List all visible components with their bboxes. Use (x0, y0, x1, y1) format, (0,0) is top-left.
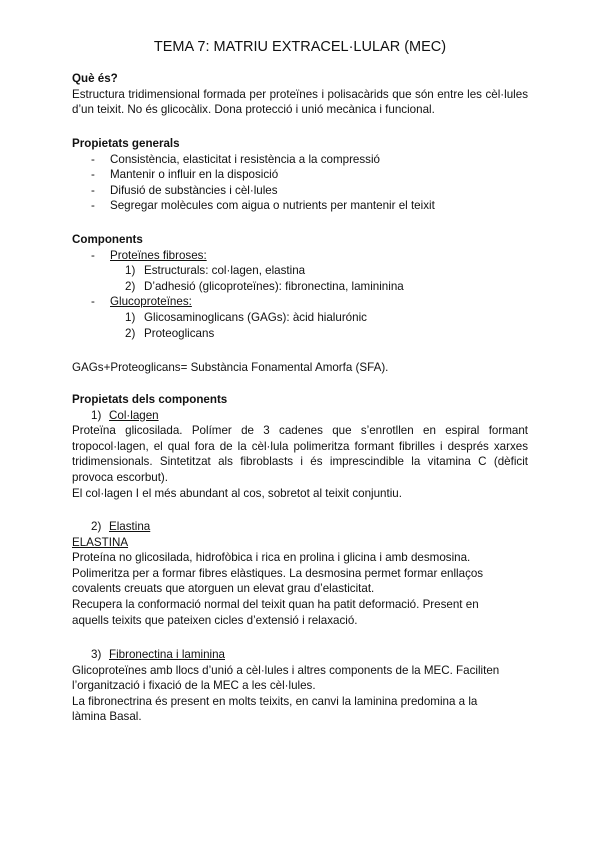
text-line: l’organització i fixació de la MEC a les cèl·lules. (72, 679, 316, 693)
text-line: làmina Basal. (72, 710, 142, 724)
section-elastina (72, 519, 528, 628)
section-que-es (72, 71, 528, 118)
text-line: aquells teixits que pateixen cicles d’extensió i relaxació. (72, 613, 358, 627)
colagen-text-2: El col·lagen I el més abundant al cos, sobretot al teixit conjuntiu. (72, 486, 402, 500)
list-item: - Mantenir o influir en la disposició (72, 167, 528, 183)
components-list (72, 248, 528, 264)
section-propietats-generals (72, 136, 528, 214)
section-text: Estructura tridimensional formada per proteïnes i polisacàrids que són entre les cèl·lules d’un teixit. No és glicocàlix. Dona protecció i unió mecànica i funcional. (72, 87, 528, 117)
text-line: Proteína no glicosilada, hidrofòbica i rica en prolina i glicina i amb desmosina. (72, 551, 471, 565)
subsection-title: 2) Elastina (91, 520, 151, 533)
list-item: - Segregar molècules com aigua o nutrients per mantenir el teixit (72, 198, 528, 214)
section-heading: Propietats generals (72, 137, 180, 150)
text-line: Polimeritza per a formar fibres elàstiques. La desmosina permet formar enllaços (72, 566, 484, 580)
components-list (72, 294, 528, 310)
text-line: Glicoproteïnes amb llocs d’unió a cèl·lules i altres components de la MEC. Faciliten (72, 663, 500, 677)
list-item: 2) D’adhesió (glicoproteïnes): fibronectina, lamininina (125, 279, 404, 293)
list-item: 2) Proteoglicans (125, 326, 215, 340)
section-components (72, 232, 528, 341)
group-label: Glucoproteïnes: (110, 295, 192, 309)
section-fibronectina (72, 647, 528, 725)
subsection-caps-title: ELASTINA (72, 535, 129, 549)
list-item (72, 294, 528, 310)
section-propietats-components (72, 392, 528, 501)
text-line: Recupera la conformació normal del teixit quan ha patit deformació. Present en (72, 597, 479, 611)
numbered-list (72, 310, 528, 341)
list-item (72, 248, 528, 264)
subsection-title: 3) Fibronectina i laminina (91, 648, 225, 661)
list-item: - Difusió de substàncies i cèl·lules (72, 183, 528, 199)
numbered-list (72, 263, 528, 294)
list-item: - Consistència, elasticitat i resistència a la compressió (72, 152, 528, 168)
list-item: 1) Glicosaminoglicans (GAGs): àcid hialurónic (125, 310, 367, 324)
group-label: Proteïnes fibroses: (110, 248, 207, 262)
colagen-text: Proteïna glicosilada. Polímer de 3 cadenes que s’enrotllen en espiral formant tropocol·lagen, el qual fora de la cèl·lula polimeritza formant fibrilles i després xarxes tridimensionals. Sintetitzat als fibroblasts i és imprescindible la vitamina C (dèficit provoca escorbut). (72, 424, 528, 484)
section-heading: Què és? (72, 72, 118, 85)
list-item: 1) Estructurals: col·lagen, elastina (125, 264, 306, 278)
text-line: La fibronectrina és present en molts teixits, en canvi la laminina predomina a la (72, 694, 478, 708)
section-heading: Components (72, 233, 143, 246)
page-title: TEMA 7: MATRIU EXTRACEL·LULAR (MEC) (153, 39, 447, 55)
subsection-title: 1) Col·lagen (91, 408, 159, 422)
properties-list (72, 152, 528, 214)
sfa-line: GAGs+Proteoglicans= Substància Fonamental Amorfa (SFA). (72, 361, 389, 374)
text-line: covalents creuats que atorguen un elevat grau d’elasticitat. (72, 582, 375, 596)
section-heading: Propietats dels components (72, 393, 228, 406)
